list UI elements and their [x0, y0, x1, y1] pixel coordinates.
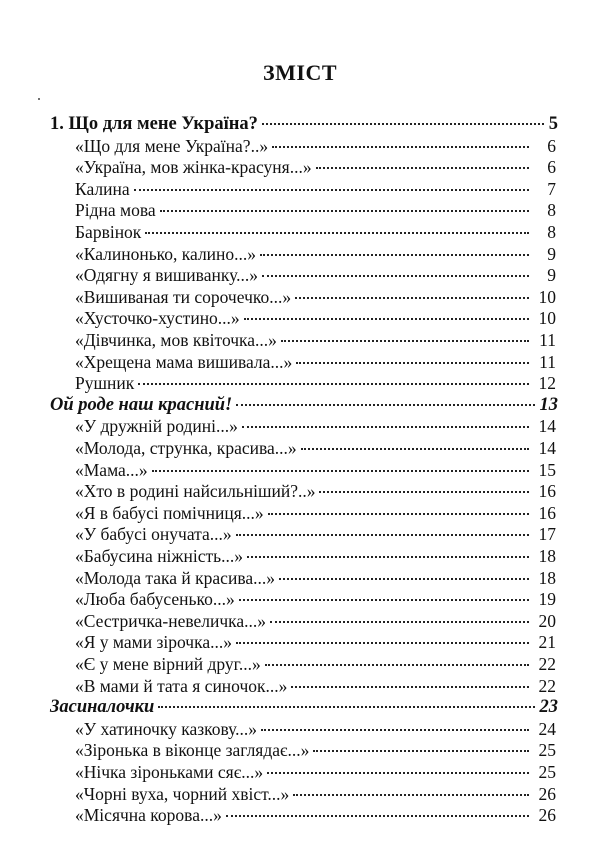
toc-label: Ой роде наш красний! [50, 394, 233, 415]
toc-entry-row [75, 437, 556, 459]
toc-label: Калина [75, 178, 130, 199]
toc-entry-row [75, 523, 556, 545]
toc-label: «Місячна корова...» [75, 805, 222, 826]
toc-label: «Люба бабусенько...» [75, 589, 235, 610]
toc-dot-leader [226, 815, 529, 817]
toc-page-number: 10 [538, 308, 556, 329]
toc-dot-leader [236, 534, 529, 536]
toc-entry-row [75, 264, 556, 286]
toc-page-number: 14 [538, 438, 556, 458]
toc-label: «Україна, мов жінка-красуня...» [75, 157, 312, 178]
toc-entry-row [75, 653, 556, 675]
toc-page-number: 9 [547, 243, 556, 264]
toc-page-number: 26 [538, 805, 556, 826]
page-speck [38, 98, 40, 100]
toc-label: «Чорні вуха, чорний хвіст...» [75, 783, 290, 804]
toc-label: «Я в бабусі помічниця...» [75, 502, 264, 523]
toc-dot-leader [319, 491, 529, 493]
toc-label: «Мама...» [75, 459, 148, 480]
toc-page-number: 8 [547, 200, 556, 221]
toc-page-number: 20 [538, 610, 556, 631]
toc-label: Рідна мова [75, 200, 156, 221]
toc-dot-leader [244, 318, 529, 320]
toc-label: «Хусточко-хустино...» [75, 308, 240, 329]
toc-dot-leader [313, 750, 529, 752]
toc-entry-row [75, 610, 556, 632]
toc-page-number: 19 [538, 589, 556, 610]
toc-page-number: 16 [538, 481, 556, 502]
toc-entry-row [75, 718, 556, 740]
toc-label: «Є у мене вірний друг...» [75, 654, 261, 674]
toc-entry-row [75, 545, 556, 567]
toc-label: «Вишиваная ти сорочечко...» [75, 286, 292, 307]
toc-dot-leader [152, 470, 529, 472]
toc-page-number: 17 [538, 524, 556, 545]
toc-dot-leader [265, 664, 529, 666]
toc-page-number: 6 [547, 135, 556, 156]
toc-page-number: 12 [538, 373, 556, 394]
toc-page-number: 5 [548, 114, 558, 134]
toc-dot-leader [270, 621, 529, 623]
toc-dot-leader [295, 297, 529, 299]
toc-page-number: 10 [538, 286, 556, 307]
toc-dot-leader [239, 599, 529, 601]
toc-dot-leader [293, 794, 529, 796]
toc-dot-leader [296, 362, 529, 364]
toc-dot-leader [261, 729, 529, 731]
toc-page-number: 8 [547, 222, 556, 242]
toc-label: 1. Що для мене Україна? [50, 114, 258, 134]
toc-dot-leader [134, 189, 529, 191]
toc-entry-row [75, 307, 556, 329]
toc-entry-row [75, 415, 556, 437]
toc-entry-row [75, 286, 556, 308]
toc-dot-leader [138, 383, 529, 385]
toc-label: «Дівчинка, мов квіточка...» [75, 330, 277, 350]
toc-page-number: 23 [539, 697, 558, 718]
toc-section-row [50, 696, 558, 718]
toc-page-number: 11 [539, 351, 556, 372]
toc-entry-row [75, 567, 556, 589]
toc-page-number: 22 [538, 654, 556, 674]
toc-dot-leader [260, 254, 529, 256]
toc-page-number: 11 [539, 330, 556, 350]
toc-label: «Одягну я вишиванку...» [75, 265, 258, 286]
toc-page-number: 16 [538, 502, 556, 523]
toc-label: «Молода, струнка, красива...» [75, 438, 297, 458]
toc-label: «Нічка зіроньками сяє...» [75, 762, 264, 782]
toc-dot-leader [272, 146, 529, 148]
toc-label: «У дружній родині...» [75, 416, 238, 437]
toc-dot-leader [301, 448, 529, 450]
toc-dot-leader [145, 232, 529, 234]
toc-entry-row [75, 804, 556, 826]
toc-page-number: 26 [538, 783, 556, 804]
toc-entry-row [75, 243, 556, 265]
toc-section-row [50, 113, 558, 135]
toc-label: «Бабусина ніжність...» [75, 546, 244, 566]
toc-label: «Зіронька в віконце заглядає...» [75, 740, 310, 761]
toc-dot-leader [291, 686, 529, 688]
toc-entry-row [75, 199, 556, 221]
toc-label: Рушник [75, 373, 135, 394]
toc-dot-leader [268, 513, 529, 515]
toc-label: Барвінок [75, 222, 142, 242]
toc-label: «Хрещена мама вишивала...» [75, 351, 293, 372]
page-title: ЗМІСТ [263, 60, 337, 85]
toc-entry-row [75, 178, 556, 200]
toc-page-number: 13 [539, 394, 558, 415]
toc-dot-leader [316, 167, 529, 169]
toc-page-number: 25 [538, 740, 556, 761]
toc-entry-row [75, 372, 556, 394]
toc-label: «Що для мене Україна?..» [75, 135, 269, 156]
toc-entry-row [75, 329, 556, 351]
toc-dot-leader [160, 210, 529, 212]
toc-label: «Калинонько, калино...» [75, 243, 257, 264]
toc-entry-row [75, 459, 556, 481]
toc-entry-row [75, 675, 556, 697]
toc-dot-leader [158, 706, 534, 708]
toc-dot-leader [236, 642, 529, 644]
toc-page-number: 15 [538, 459, 556, 480]
toc-label: «У бабусі онучата...» [75, 524, 232, 545]
toc-page-number: 6 [547, 157, 556, 178]
toc-entry-row [75, 761, 556, 783]
toc-page-number: 18 [538, 546, 556, 566]
toc-label: «У хатиночку казкову...» [75, 718, 258, 739]
toc-entry-row [75, 480, 556, 502]
toc-entry-row [75, 631, 556, 653]
toc-label: «В мами й тата я синочок...» [75, 675, 288, 696]
toc-dot-leader [247, 556, 529, 558]
toc-page-number: 25 [538, 762, 556, 782]
toc-dot-leader [262, 275, 529, 277]
toc-label: «Сестричка-невеличка...» [75, 610, 267, 631]
toc-dot-leader [242, 426, 529, 428]
toc-entry-row [75, 351, 556, 373]
toc-page-number: 18 [538, 567, 556, 588]
toc-page-number: 22 [538, 675, 556, 696]
toc-entry-row [75, 135, 556, 157]
toc-label: «Молода така й красива...» [75, 567, 275, 588]
toc-entry-row [75, 739, 556, 761]
toc-page-number: 21 [538, 632, 556, 653]
toc-entry-row [75, 783, 556, 805]
toc-dot-leader [262, 123, 544, 125]
toc-section-row [50, 394, 558, 416]
toc-page-number: 9 [547, 265, 556, 286]
toc-label: «Я у мами зірочка...» [75, 632, 232, 653]
toc-page-number: 14 [538, 416, 556, 437]
toc-page-number: 7 [547, 178, 556, 199]
toc-entry-row [75, 221, 556, 243]
toc-label: «Хто в родині найсильніший?..» [75, 481, 316, 502]
toc-entry-row [75, 502, 556, 524]
toc-label: Засиналочки [50, 697, 155, 718]
toc-page-number: 24 [538, 718, 556, 739]
toc-dot-leader [279, 578, 529, 580]
toc-dot-leader [267, 772, 529, 774]
toc-dot-leader [281, 340, 529, 342]
toc-entry-row [75, 156, 556, 178]
toc-dot-leader [236, 404, 534, 406]
toc-entry-row [75, 588, 556, 610]
